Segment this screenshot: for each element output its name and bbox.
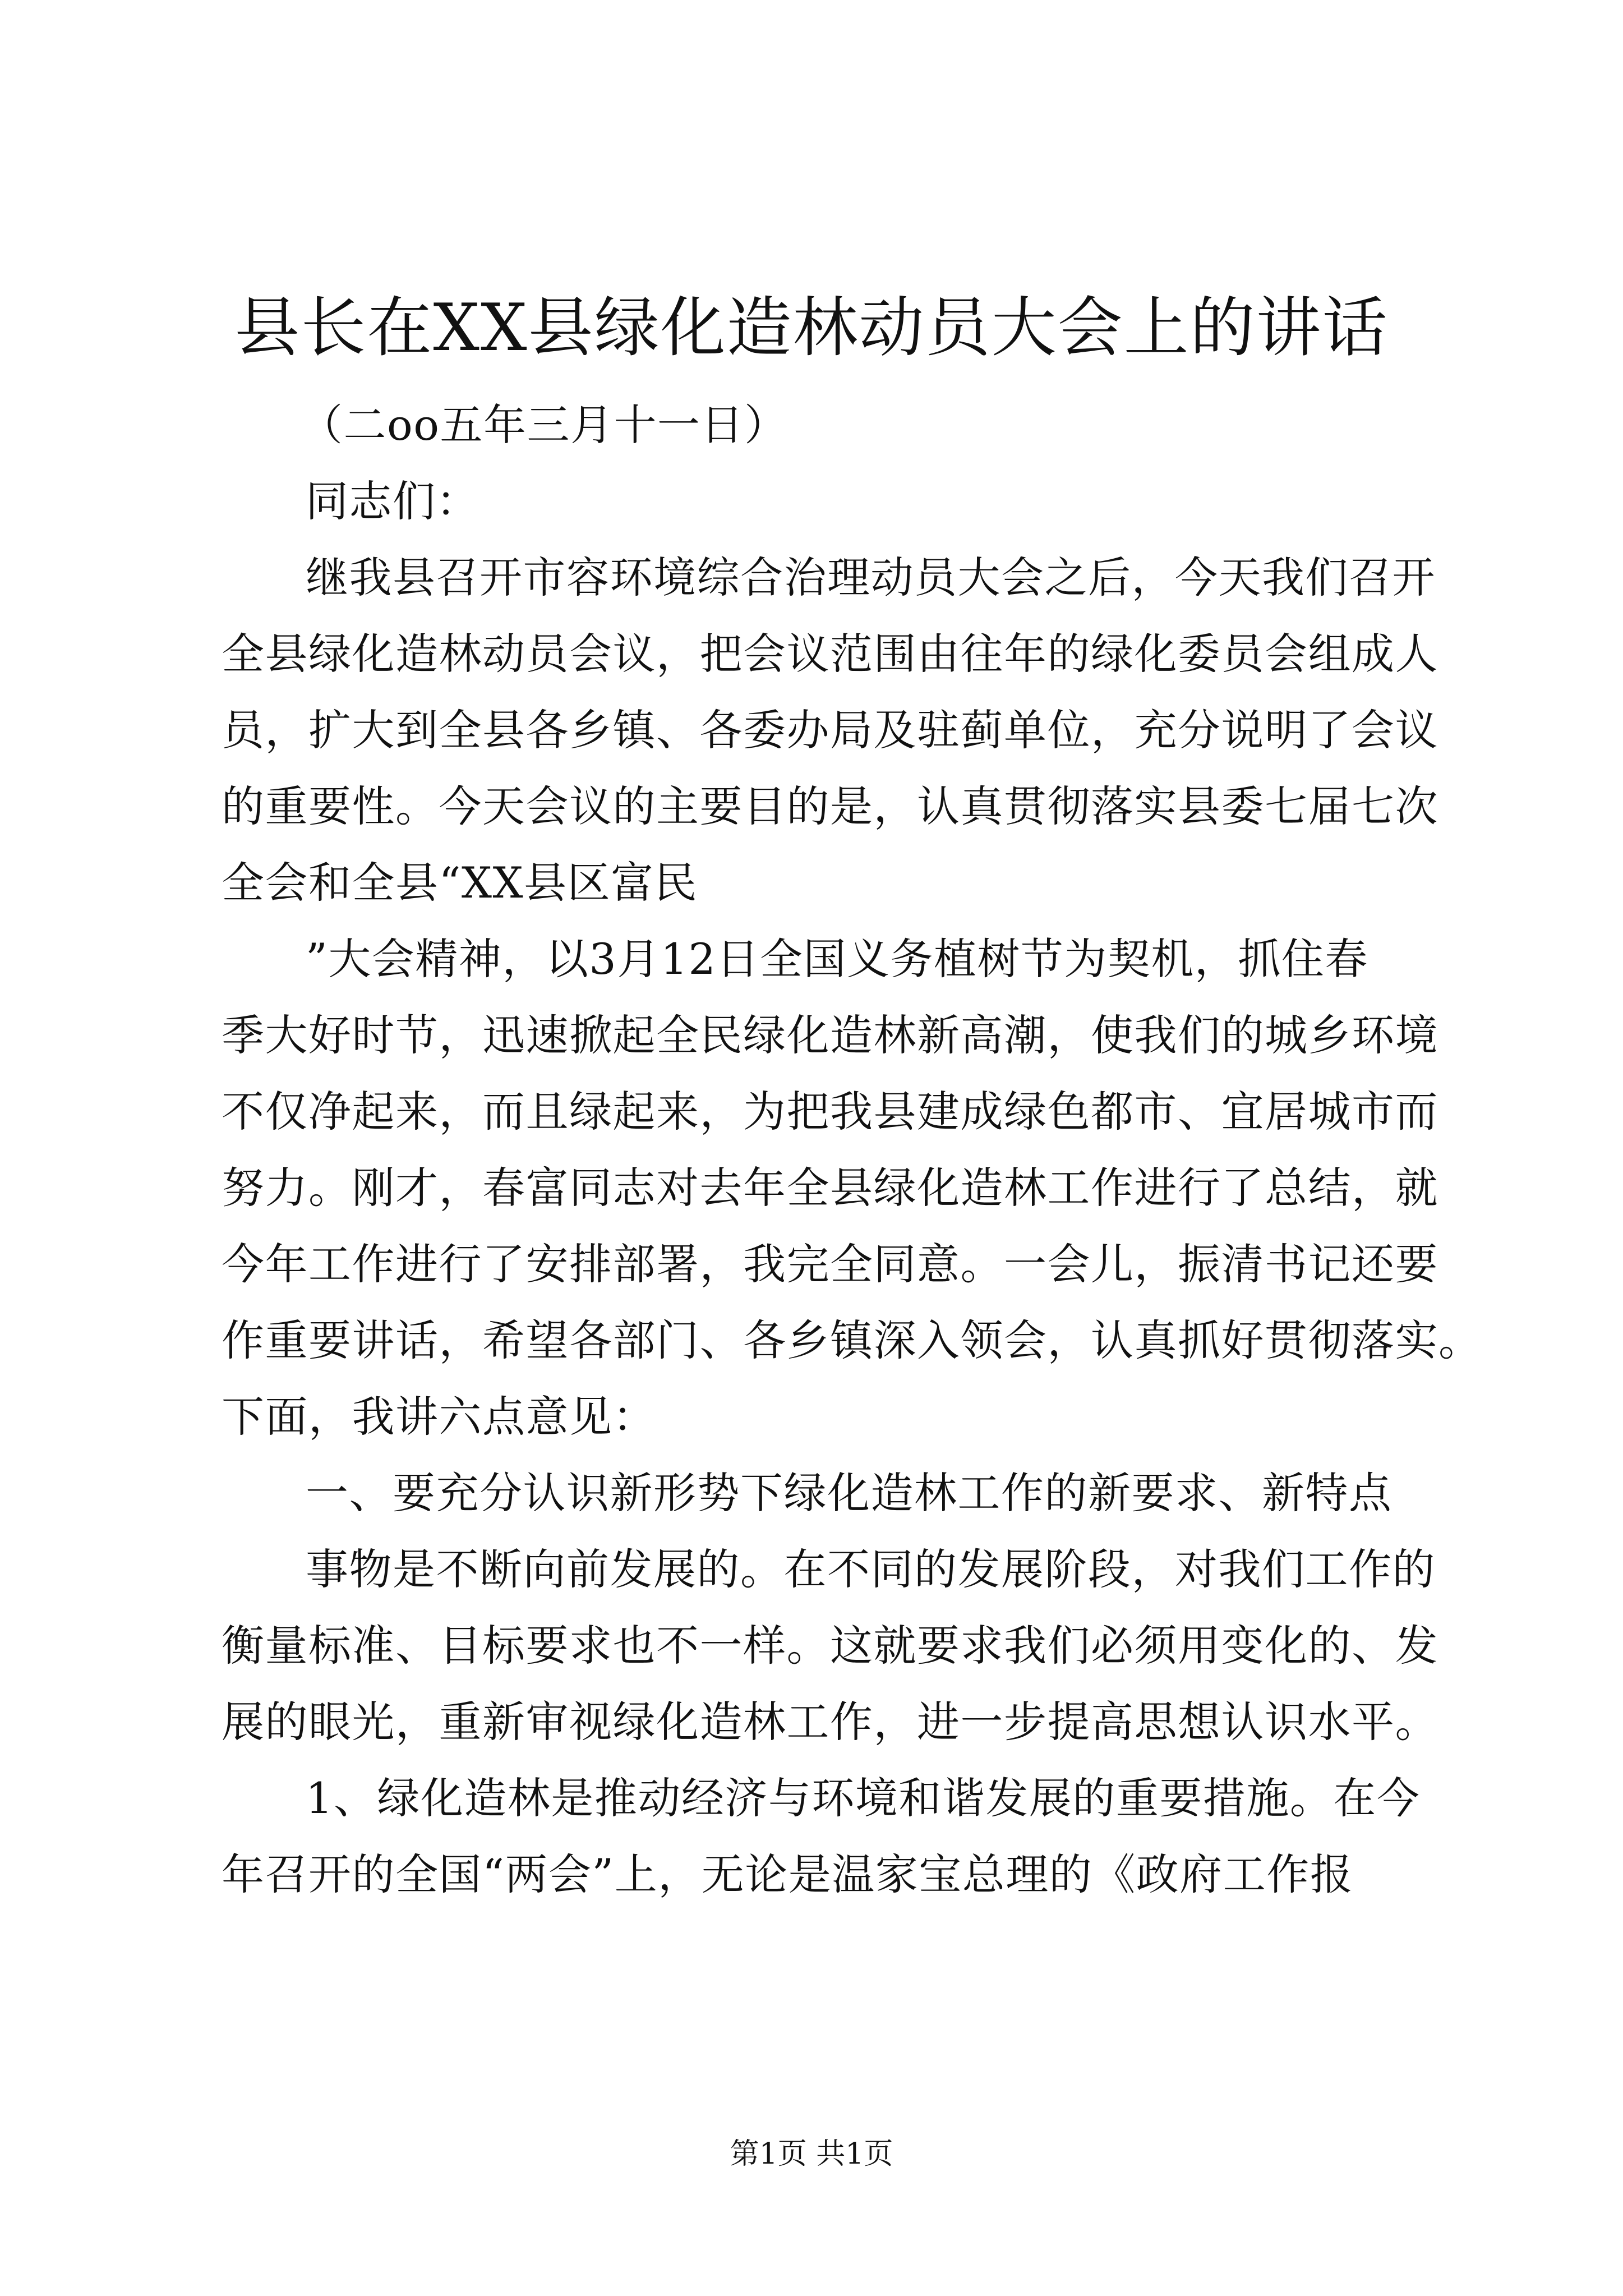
body-line: 季大好时节，迅速掀起全民绿化造林新高潮，使我们的城乡环境 [222, 1010, 1438, 1060]
body-line: 作重要讲话，希望各部门、各乡镇深入领会，认真抓好贯彻落实。 [222, 1315, 1482, 1365]
body-line: 1、绿化造林是推动经济与环境和谐发展的重要措施。在今 [306, 1773, 1421, 1823]
page-footer: 第1页 共1页 [730, 2137, 893, 2171]
body-line: 全会和全县“XX县区富民 [222, 858, 698, 908]
body-line: 下面，我讲六点意见： [222, 1392, 656, 1442]
body-line: 努力。刚才，春富同志对去年全县绿化造林工作进行了总结，就 [222, 1163, 1438, 1213]
body-line: 展的眼光，重新审视绿化造林工作，进一步提高思想认识水平。 [222, 1697, 1438, 1747]
body-line: 事物是不断向前发展的。在不同的发展阶段，对我们工作的 [306, 1544, 1436, 1594]
salutation: 同志们： [306, 476, 479, 526]
body-line: 的重要性。今天会议的主要目的是，认真贯彻落实县委七届七次 [222, 781, 1438, 831]
body-line: ”大会精神，以3月12日全国义务植树节为契机，抓住春 [306, 934, 1368, 984]
date-line: （二oo五年三月十一日） [300, 400, 788, 450]
body-line: 继我县召开市容环境综合治理动员大会之后，今天我们召开 [306, 553, 1436, 602]
body-line: 员，扩大到全县各乡镇、各委办局及驻蓟单位，充分说明了会议 [222, 705, 1438, 755]
body-line: 不仅净起来，而且绿起来，为把我县建成绿色都市、宜居城市而 [222, 1087, 1438, 1137]
body-line: 衡量标准、目标要求也不一样。这就要求我们必须用变化的、发 [222, 1621, 1438, 1671]
body-line: 今年工作进行了安排部署，我完全同意。一会儿，振清书记还要 [222, 1239, 1438, 1289]
body-line: 全县绿化造林动员会议，把会议范围由往年的绿化委员会组成人 [222, 629, 1438, 679]
body-line: 年召开的全国“两会”上，无论是温家宝总理的《政府工作报 [222, 1849, 1354, 1899]
document-title: 县长在XX县绿化造林动员大会上的讲话 [234, 290, 1389, 366]
document-body [222, 387, 1482, 1913]
section-heading: 一、要充分认识新形势下绿化造林工作的新要求、新特点 [306, 1468, 1393, 1518]
